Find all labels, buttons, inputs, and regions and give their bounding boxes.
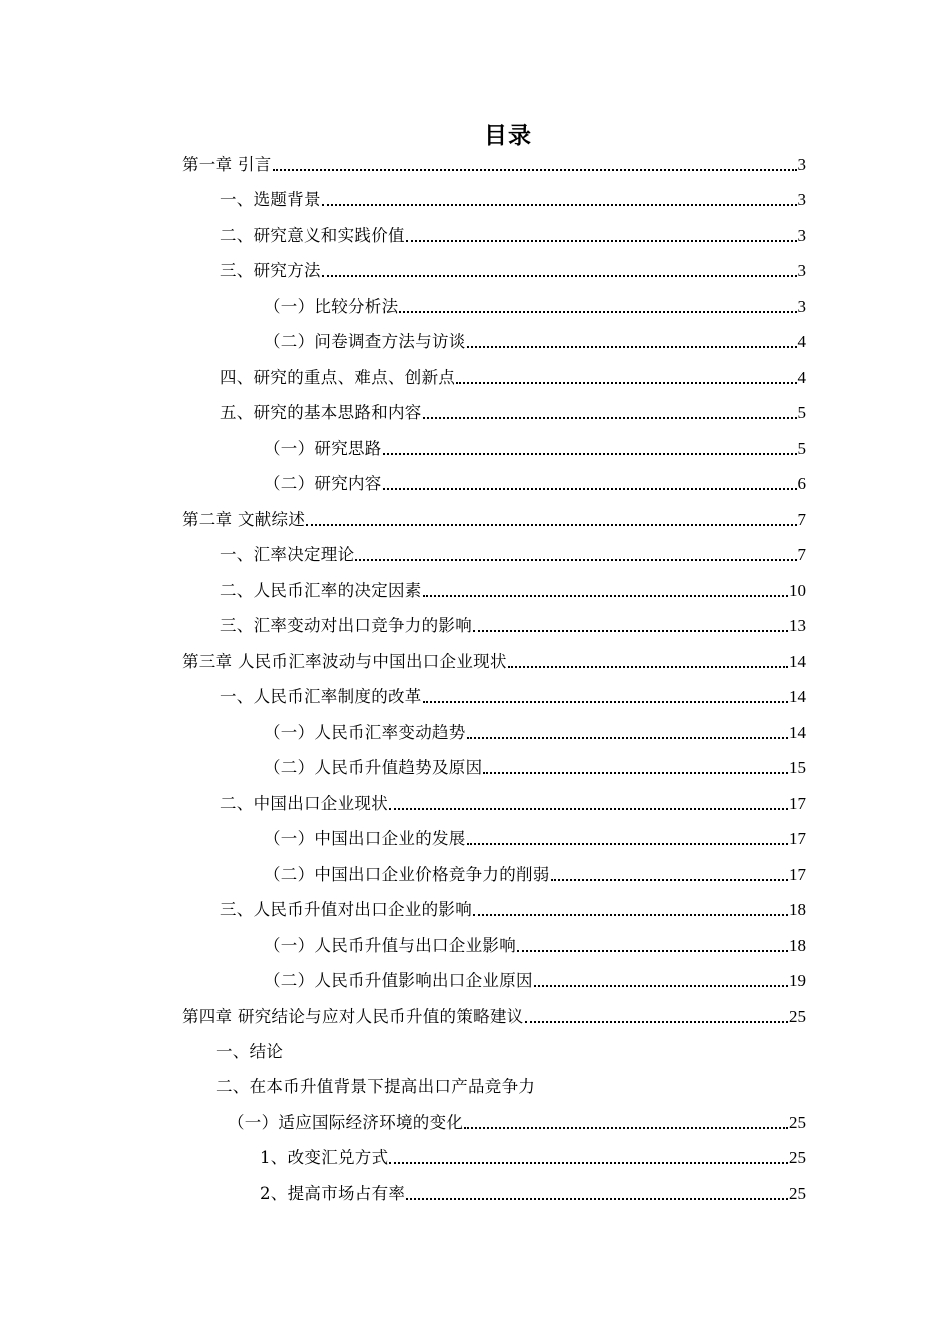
toc-entry-label: 2、提高市场占有率 xyxy=(260,1184,406,1203)
dot-leader xyxy=(322,204,797,206)
toc-entry-section[interactable] xyxy=(216,1070,806,1098)
toc-entry-section[interactable] xyxy=(220,574,806,602)
dot-leader xyxy=(399,311,796,313)
toc-entry-page: 7 xyxy=(797,510,806,529)
toc-entry-label: 1、改变汇兑方式 xyxy=(260,1148,389,1167)
toc-entry-subsection[interactable] xyxy=(264,467,806,495)
toc-entry-label: 三、研究方法 xyxy=(220,261,321,280)
toc-entry-subsection[interactable] xyxy=(264,325,806,353)
toc-entry-label: 一、选题背景 xyxy=(220,190,321,209)
toc-entry-label: （一）适应国际经济环境的变化 xyxy=(228,1113,464,1132)
toc-entry-page: 4 xyxy=(797,368,806,387)
toc-entry-page: 3 xyxy=(797,261,806,280)
dot-leader xyxy=(389,808,788,810)
toc-entry-label: （一）研究思路 xyxy=(264,439,382,458)
toc-entry-section[interactable] xyxy=(220,609,806,637)
toc-entry-page: 4 xyxy=(797,332,806,351)
toc-entry-page: 17 xyxy=(789,865,806,884)
toc-title: 目录 xyxy=(484,123,532,149)
toc-entry-section[interactable] xyxy=(220,183,806,211)
toc-entry-subsection[interactable] xyxy=(228,1106,806,1134)
toc-entry-page: 7 xyxy=(797,545,806,564)
toc-entry-subsection[interactable] xyxy=(264,290,806,318)
toc-entry-section[interactable] xyxy=(216,1035,806,1063)
toc-entry-section[interactable] xyxy=(220,538,806,566)
toc-entry-page: 3 xyxy=(797,190,806,209)
toc-entry-section[interactable] xyxy=(220,893,806,921)
toc-entry-subsection[interactable] xyxy=(264,432,806,460)
dot-leader xyxy=(517,950,788,952)
dot-leader xyxy=(322,275,797,277)
dot-leader xyxy=(355,559,796,561)
toc-entry-subsection[interactable] xyxy=(264,716,806,744)
toc-entry-section[interactable] xyxy=(220,361,806,389)
toc-entry-page: 19 xyxy=(789,971,806,990)
dot-leader xyxy=(467,737,788,739)
toc-entry-page: 25 xyxy=(789,1007,806,1026)
toc-entry-label: 第四章 研究结论与应对人民币升值的策略建议 xyxy=(182,1007,524,1026)
toc-entry-label: 第三章 人民币汇率波动与中国出口企业现状 xyxy=(182,652,507,671)
toc-entry-label: 三、汇率变动对出口竞争力的影响 xyxy=(220,616,472,635)
toc-entry-label: 二、在本币升值背景下提高出口产品竞争力 xyxy=(216,1077,536,1096)
toc-entry-label: 二、人民币汇率的决定因素 xyxy=(220,581,422,600)
toc-entry-page: 3 xyxy=(797,226,806,245)
toc-entry-page: 25 xyxy=(789,1148,806,1167)
toc-entry-subsection[interactable] xyxy=(264,929,806,957)
toc-entry-chapter[interactable] xyxy=(182,148,806,176)
toc-entry-subsection[interactable] xyxy=(264,822,806,850)
toc-entry-section[interactable] xyxy=(220,254,806,282)
dot-leader xyxy=(464,1127,788,1129)
toc-entry-label: 二、中国出口企业现状 xyxy=(220,794,388,813)
toc-entry-section[interactable] xyxy=(220,396,806,424)
dot-leader xyxy=(306,524,796,526)
toc-entry-page: 6 xyxy=(797,474,806,493)
toc-entry-label: 三、人民币升值对出口企业的影响 xyxy=(220,900,472,919)
dot-leader xyxy=(508,666,788,668)
toc-entry-label: （一）人民币升值与出口企业影响 xyxy=(264,936,516,955)
toc-entry-page: 18 xyxy=(789,900,806,919)
dot-leader xyxy=(273,169,797,171)
toc-entry-page: 25 xyxy=(789,1184,806,1203)
toc-entry-section[interactable] xyxy=(220,787,806,815)
dot-leader xyxy=(383,453,797,455)
toc-entry-label: 一、汇率决定理论 xyxy=(220,545,355,564)
toc-entry-page: 14 xyxy=(789,652,806,671)
toc-entry-page: 5 xyxy=(797,439,806,458)
toc-entry-label: （二）问卷调查方法与访谈 xyxy=(264,332,466,351)
toc-entry-label: 四、研究的重点、难点、创新点 xyxy=(220,368,456,387)
toc-entry-subsection[interactable] xyxy=(264,751,806,779)
toc-entry-chapter[interactable] xyxy=(182,503,806,531)
toc-entry-subsection[interactable] xyxy=(264,858,806,886)
toc-entry-label: 一、人民币汇率制度的改革 xyxy=(220,687,422,706)
toc-entry-page: 17 xyxy=(789,829,806,848)
toc-entry-label: 一、结论 xyxy=(216,1042,284,1061)
toc-entry-page: 15 xyxy=(789,758,806,777)
dot-leader xyxy=(423,595,788,597)
dot-leader xyxy=(467,346,797,348)
dot-leader xyxy=(467,843,788,845)
toc-entry-label: 第二章 文献综述 xyxy=(182,510,306,529)
dot-leader xyxy=(423,417,797,419)
toc-entry-label: （二）中国出口企业价格竞争力的削弱 xyxy=(264,865,550,884)
toc-entry-page: 13 xyxy=(789,616,806,635)
toc-entry-page: 5 xyxy=(797,403,806,422)
dot-leader xyxy=(473,630,788,632)
dot-leader xyxy=(423,701,788,703)
toc-entry-item[interactable] xyxy=(260,1177,806,1205)
toc-entry-page: 17 xyxy=(789,794,806,813)
toc-entry-page: 14 xyxy=(789,723,806,742)
toc-entry-page: 18 xyxy=(789,936,806,955)
toc-entry-item[interactable] xyxy=(260,1141,806,1169)
toc-entry-page: 3 xyxy=(797,155,806,174)
dot-leader xyxy=(473,914,788,916)
toc-entry-label: 第一章 引言 xyxy=(182,155,272,174)
toc-entry-section[interactable] xyxy=(220,680,806,708)
toc-entry-label: （二）人民币升值影响出口企业原因 xyxy=(264,971,533,990)
dot-leader xyxy=(383,488,797,490)
dot-leader xyxy=(483,772,788,774)
dot-leader xyxy=(525,1021,788,1023)
toc-entry-chapter[interactable] xyxy=(182,645,806,673)
toc-entry-label: （二）人民币升值趋势及原因 xyxy=(264,758,483,777)
dot-leader xyxy=(551,879,788,881)
dot-leader xyxy=(406,240,797,242)
toc-entry-label: （二）研究内容 xyxy=(264,474,382,493)
toc-entry-label: （一）人民币汇率变动趋势 xyxy=(264,723,466,742)
toc-entry-page: 25 xyxy=(789,1113,806,1132)
toc-entry-page: 14 xyxy=(789,687,806,706)
toc-entry-page: 3 xyxy=(797,297,806,316)
dot-leader xyxy=(389,1162,788,1164)
dot-leader xyxy=(456,382,796,384)
toc-entry-label: （一）中国出口企业的发展 xyxy=(264,829,466,848)
toc-entry-section[interactable] xyxy=(220,219,806,247)
toc-entry-page: 10 xyxy=(789,581,806,600)
dot-leader xyxy=(406,1198,788,1200)
toc-entry-label: （一）比较分析法 xyxy=(264,297,399,316)
toc-entry-subsection[interactable] xyxy=(264,964,806,992)
toc-entry-label: 五、研究的基本思路和内容 xyxy=(220,403,422,422)
toc-entry-label: 二、研究意义和实践价值 xyxy=(220,226,405,245)
toc-entry-chapter[interactable] xyxy=(182,1000,806,1028)
dot-leader xyxy=(534,985,788,987)
